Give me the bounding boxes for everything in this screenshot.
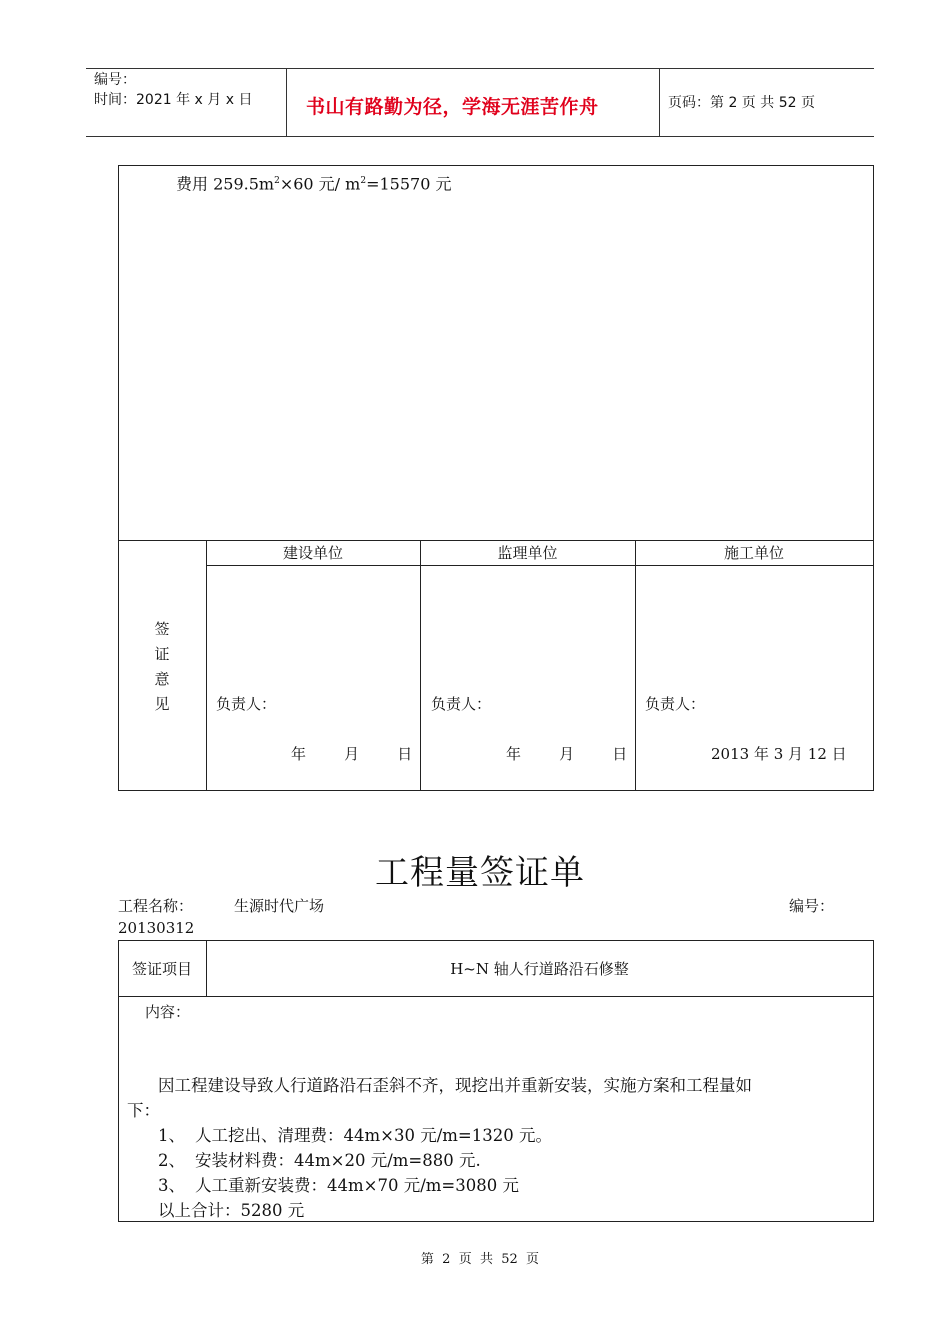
sign-char-3: 意 — [154, 670, 170, 688]
responsible-supervision: 负责人： — [431, 695, 492, 713]
upper-form-mid-border — [118, 540, 874, 541]
cost-calculation — [176, 170, 451, 195]
list-item: 人工重新安装费：44m×70 元/m=3080 元 — [195, 1176, 519, 1195]
page-footer: 第 2 页 共 52 页 — [420, 1252, 540, 1267]
header-time: 时间：2021 年 x 月 x 日 — [94, 92, 253, 108]
form-number-label: 编号： — [789, 897, 835, 915]
list-item: 人工挖出、清理费：44m×30 元/m=1320 元。 — [195, 1126, 552, 1145]
date-construction: 年 月 日 — [291, 745, 413, 763]
lower-table-top-border — [118, 940, 874, 941]
lower-table-left-border — [118, 940, 119, 1221]
header-top-rule — [86, 68, 874, 69]
cost-prefix: 费用 259.5m — [176, 174, 275, 194]
upper-form-heading-border — [206, 565, 874, 566]
project-name-value: 生源时代广场 — [234, 897, 325, 915]
header-page-info: 页码：第 2 页 共 52 页 — [668, 95, 815, 111]
cost-mid: ×60 元/ m — [279, 174, 361, 194]
sign-char-1: 签 — [154, 620, 170, 638]
header-bottom-rule — [86, 136, 874, 137]
item-label: 签证项目 — [131, 960, 192, 978]
content-label: 内容： — [145, 1003, 191, 1021]
content-paragraph-line-2: 下： — [127, 1101, 160, 1120]
upper-form-col-divider-1 — [206, 540, 207, 790]
sign-opinion-label — [152, 617, 172, 717]
list-item: 安装材料费：44m×20 元/m=880 元. — [195, 1151, 481, 1170]
cost-suffix: =15570 元 — [366, 174, 452, 194]
sign-char-2: 证 — [154, 645, 170, 663]
upper-form-left-border — [118, 165, 119, 790]
header-code-label: 编号： — [94, 72, 136, 88]
form-title: 工程量签证单 — [375, 853, 585, 893]
sign-char-4: 见 — [154, 695, 170, 713]
total-line: 以上合计：5280 元 — [158, 1201, 305, 1220]
lower-table-row-border — [118, 996, 874, 997]
cost-sup-2: 2 — [360, 176, 367, 186]
item-value: H~N 轴人行道路沿石修整 — [450, 960, 629, 978]
header-divider-1 — [286, 68, 287, 136]
cost-sup-1: 2 — [274, 176, 280, 186]
responsible-contractor: 负责人： — [645, 695, 706, 713]
form-number-value: 20130312 — [118, 919, 195, 937]
responsible-construction: 负责人： — [216, 695, 277, 713]
heading-supervision-unit: 监理单位 — [497, 544, 558, 562]
lower-table-right-border — [873, 940, 874, 1221]
upper-form-col-divider-3 — [635, 540, 636, 790]
upper-form-col-divider-2 — [420, 540, 421, 790]
header-divider-2 — [659, 68, 660, 136]
heading-contractor-unit: 施工单位 — [723, 544, 784, 562]
list-item-num: 1、 — [158, 1126, 185, 1145]
project-name-label: 工程名称： — [118, 897, 194, 915]
date-supervision: 年 月 日 — [506, 745, 628, 763]
heading-construction-unit: 建设单位 — [282, 544, 343, 562]
list-item-num: 2、 — [158, 1151, 185, 1170]
content-paragraph-line-1: 因工程建设导致人行道路沿石歪斜不齐，现挖出并重新安装，实施方案和工程量如 — [158, 1076, 752, 1095]
upper-form-right-border — [873, 165, 874, 790]
date-contractor: 2013 年 3 月 12 日 — [711, 745, 847, 763]
list-item-num: 3、 — [158, 1176, 185, 1195]
upper-form-top-border — [118, 165, 874, 166]
header-motto: 书山有路勤为径，学海无涯苦作舟 — [306, 96, 599, 118]
upper-form-bottom-border — [118, 790, 874, 791]
